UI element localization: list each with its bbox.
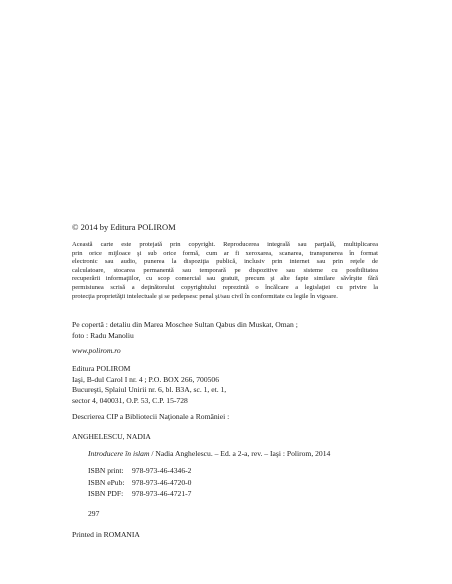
copyright-notice: © 2014 by Editura POLIROM xyxy=(72,222,176,232)
classification-number: 297 xyxy=(88,509,100,518)
isbn-label: ISBN ePub: xyxy=(88,477,125,487)
isbn-row xyxy=(88,477,191,489)
cover-credit-line: foto : Radu Manoliu xyxy=(72,331,134,340)
isbn-label: ISBN print: xyxy=(88,466,124,475)
legal-notice xyxy=(72,241,378,301)
publisher-line: Editura POLIROM xyxy=(72,364,131,373)
legal-line: protecţia proprietăţii intelectuale şi se pedepsesc penal şi/sau civil în conformitate cu legile în vigoare. xyxy=(72,292,338,300)
cip-header: Descrierea CIP a Bibliotecii Naţionale a României : xyxy=(72,412,230,421)
cip-edition-details: / Nadia Anghelescu. – Ed. a 2-a, rev. – Iaşi : Polirom, 2014 xyxy=(149,449,331,458)
isbn-value: 978-973-46-4720-0 xyxy=(132,477,192,487)
printed-in: Printed in ROMANIA xyxy=(72,530,140,539)
legal-line: electronic sau audio, punerea la dispoziţia publică, inclusiv prin internet sau prin reţele de xyxy=(72,258,378,266)
cip-author: ANGHELESCU, NADIA xyxy=(72,432,151,441)
publisher-address xyxy=(72,364,226,406)
publisher-line: Iaşi, B-dul Carol I nr. 4 ; P.O. BOX 266, 700506 xyxy=(72,374,220,384)
legal-line: recuperării informaţiilor, cu scop comercial sau gratuit, precum şi alte fapte similare săvîrşite fără xyxy=(72,275,378,283)
cover-credits xyxy=(72,319,298,341)
publisher-line: sector 4, 040031, O.P. 53, C.P. 15-728 xyxy=(72,395,188,405)
legal-line: prin orice mijloace şi sub orice formă, cum ar fi xeroxarea, scanarea, transpunerea în format xyxy=(72,249,378,257)
isbn-value: 978-973-46-4721-7 xyxy=(132,489,192,499)
publisher-website: www.polirom.ro xyxy=(72,346,121,355)
isbn-row xyxy=(88,465,191,477)
cover-credit-line: Pe copertă : detaliu din Marea Moschee Sultan Qabus din Muskat, Oman ; xyxy=(72,320,298,329)
legal-line: calculatoare, stocarea permanentă sau temporară pe dispozitive sau sisteme cu posibilitatea xyxy=(72,266,378,274)
legal-line: Această carte este protejată prin copyright. Reproducerea integrală sau parţială, multiplicarea xyxy=(72,241,378,248)
isbn-value: 978-973-46-4346-2 xyxy=(132,466,192,475)
publisher-line: Bucureşti, Splaiul Unirii nr. 6, bl. B3A, sc. 1, et. 1, xyxy=(72,385,227,395)
cip-title-line xyxy=(88,449,330,458)
book-title: Introducere în islam xyxy=(88,449,150,458)
isbn-label: ISBN PDF: xyxy=(88,489,124,499)
isbn-list xyxy=(88,465,191,500)
isbn-row xyxy=(88,488,191,500)
legal-line: permisiunea scrisă a deţinătorului copyrightului reprezintă o încălcare a legislaţiei cu privire la xyxy=(72,283,378,291)
